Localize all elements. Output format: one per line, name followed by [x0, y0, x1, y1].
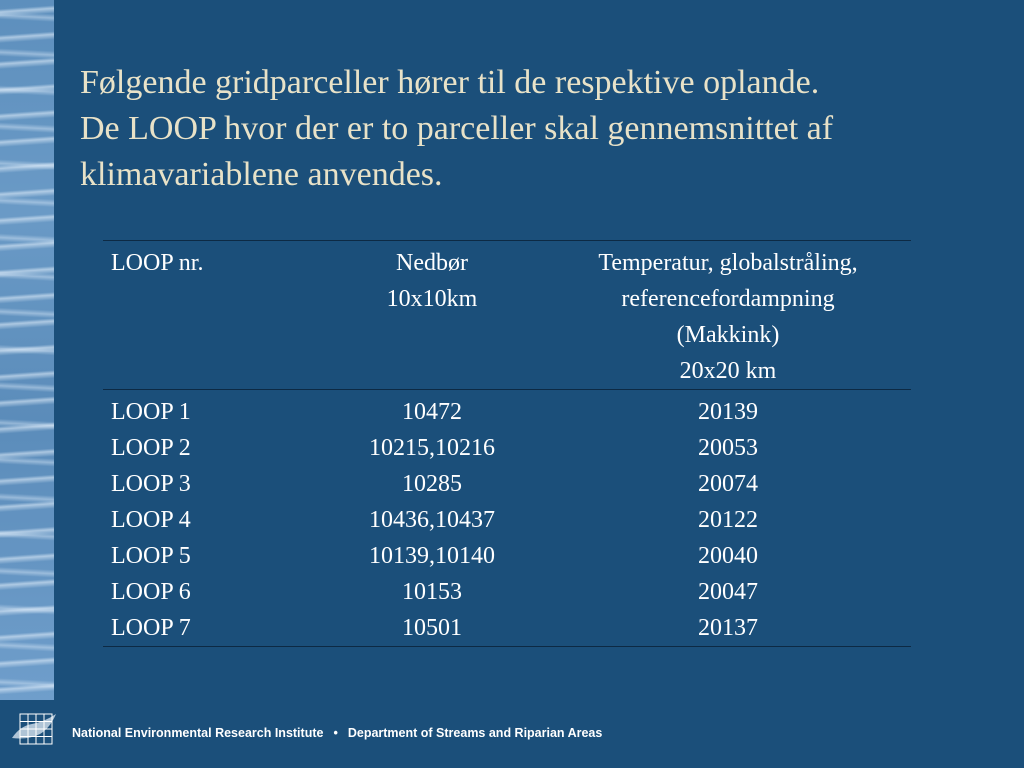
loop-table-container [103, 240, 911, 647]
table-row [103, 502, 911, 538]
cell-loop: LOOP 1 [111, 399, 191, 425]
cell-nedbor: 10153 [402, 579, 462, 605]
table-row [103, 574, 911, 610]
cell-nedbor: 10501 [402, 615, 462, 641]
cell-loop: LOOP 3 [111, 471, 191, 497]
cell-temp: 20139 [698, 399, 758, 425]
cell-loop: LOOP 7 [111, 615, 191, 641]
cell-loop: LOOP 6 [111, 579, 191, 605]
footer-text [72, 726, 602, 740]
cell-nedbor: 10139,10140 [369, 543, 495, 569]
table-row [103, 430, 911, 466]
header-text: Nedbør [396, 250, 468, 276]
table-row [103, 390, 911, 431]
loop-gridcell-table [103, 240, 911, 647]
table-row [103, 538, 911, 574]
cell-nedbor: 10285 [402, 471, 462, 497]
cell-loop: LOOP 4 [111, 507, 191, 533]
cell-temp: 20047 [698, 579, 758, 605]
cell-temp: 20040 [698, 543, 758, 569]
title-line: De LOOP hvor der er to parceller skal gennemsnittet af [80, 110, 834, 147]
cell-nedbor: 10215,10216 [369, 435, 495, 461]
footer-separator: • [333, 726, 338, 740]
header-text: Temperatur, globalstråling, [598, 250, 858, 276]
footer-dept: Department of Streams and Riparian Areas [347, 726, 603, 740]
header-text: 20x20 km [679, 358, 777, 384]
header-loop-nr [103, 241, 319, 390]
neri-grid-logo-icon [10, 708, 58, 748]
table-row [103, 610, 911, 647]
header-text: referencefordampning [621, 286, 835, 312]
footer-org: National Environmental Research Institute [72, 726, 324, 740]
table-header-row [103, 241, 911, 390]
title-line: klimavariablene anvendes. [80, 156, 443, 193]
header-text: 10x10km [386, 286, 478, 312]
cell-nedbor: 10436,10437 [369, 507, 495, 533]
header-text: LOOP nr. [111, 250, 204, 276]
cell-nedbor: 10472 [402, 399, 462, 425]
title-line: Følgende gridparceller hører til de respektive oplande. [80, 64, 820, 101]
table-row [103, 466, 911, 502]
slide-title [80, 60, 1000, 198]
cell-temp: 20074 [698, 471, 758, 497]
cell-temp: 20053 [698, 435, 758, 461]
cell-temp: 20137 [698, 615, 758, 641]
cell-temp: 20122 [698, 507, 758, 533]
header-nedbor [319, 241, 545, 390]
cell-loop: LOOP 2 [111, 435, 191, 461]
decorative-water-strip [0, 0, 54, 700]
cell-loop: LOOP 5 [111, 543, 191, 569]
header-text: (Makkink) [676, 322, 780, 348]
header-temperature [545, 241, 911, 390]
footer [10, 708, 602, 748]
